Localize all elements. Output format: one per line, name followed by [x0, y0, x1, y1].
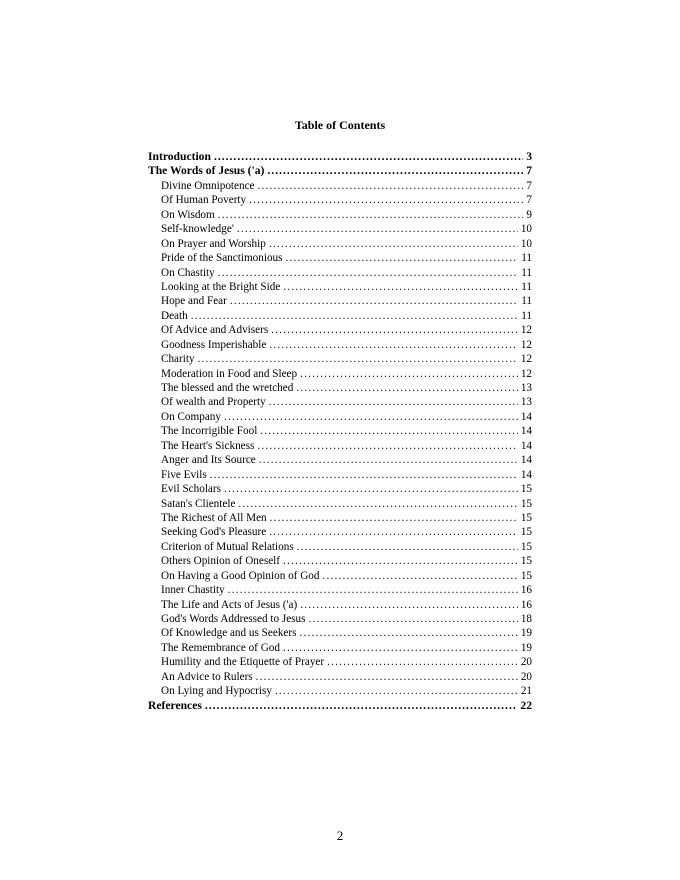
toc-entry-page: 7 — [526, 179, 532, 192]
toc-entry[interactable] — [148, 381, 532, 395]
toc-entry-label: Pride of the Sanctimonious — [161, 252, 283, 265]
toc-entry-label: Evil Scholars — [161, 483, 221, 496]
toc-leader-dots — [286, 251, 519, 265]
toc-leader-dots — [283, 554, 518, 568]
toc-entry-label: Humility and the Etiquette of Prayer — [161, 656, 325, 669]
toc-entry-page: 15 — [520, 511, 532, 524]
toc-entry-page: 15 — [520, 540, 532, 553]
toc-leader-dots — [269, 525, 518, 539]
toc-entry-label: On Chastity — [161, 266, 215, 279]
toc-entry-page: 12 — [520, 338, 532, 351]
toc-leader-dots — [297, 540, 518, 554]
toc-entry[interactable] — [148, 626, 532, 640]
toc-entry[interactable] — [148, 338, 532, 352]
toc-entry-label: Goodness Imperishable — [161, 338, 267, 351]
toc-entry-page: 11 — [521, 252, 532, 265]
toc-entry-label: Anger and Its Source — [161, 454, 256, 467]
toc-entry[interactable] — [148, 309, 532, 323]
toc-entry-label: Death — [161, 309, 188, 322]
toc-entry-label: Criterion of Mutual Relations — [161, 540, 294, 553]
toc-entry[interactable] — [148, 525, 532, 539]
toc-leader-dots — [269, 395, 518, 409]
toc-entry-label: On Company — [161, 410, 221, 423]
toc-title: Table of Contents — [294, 118, 386, 132]
toc-leader-dots — [322, 569, 517, 583]
toc-entry[interactable] — [148, 684, 532, 698]
toc-entry[interactable] — [148, 699, 532, 713]
toc-entry[interactable] — [148, 222, 532, 236]
toc-entry-label: References — [148, 698, 202, 712]
toc-entry-label: The Heart's Sickness — [161, 439, 255, 452]
toc-leader-dots — [300, 367, 518, 381]
toc-leader-dots — [283, 641, 518, 655]
toc-entry-page: 11 — [521, 295, 532, 308]
toc-entry[interactable] — [148, 294, 532, 308]
toc-entry-page: 11 — [521, 309, 532, 322]
toc-leader-dots — [327, 655, 518, 669]
toc-entry[interactable] — [148, 612, 532, 626]
toc-entry-page: 21 — [520, 685, 532, 698]
toc-entry-page: 19 — [520, 627, 532, 640]
toc-leader-dots — [218, 208, 524, 222]
toc-entry-page: 16 — [520, 584, 532, 597]
toc-entry[interactable] — [148, 453, 532, 467]
toc-leader-dots — [270, 511, 518, 525]
toc-entry-label: Of wealth and Property — [161, 396, 266, 409]
toc-entry-page: 12 — [520, 324, 532, 337]
toc-leader-dots — [269, 237, 518, 251]
toc-entry-page: 20 — [520, 656, 532, 669]
toc-entry[interactable] — [148, 511, 532, 525]
toc-entry[interactable] — [148, 670, 532, 684]
toc-entry-page: 13 — [520, 396, 532, 409]
toc-entry-page: 10 — [520, 223, 532, 236]
toc-entry-label: Introduction — [148, 150, 211, 163]
toc-entry[interactable] — [148, 266, 532, 280]
toc-entry-page: 15 — [520, 497, 532, 510]
toc-leader-dots — [256, 670, 518, 684]
toc-entry-page: 15 — [520, 483, 532, 496]
toc-entry-label: Satan's Clientele — [161, 497, 236, 510]
toc-entry-page: 15 — [520, 569, 532, 582]
toc-entry-label: God's Words Addressed to Jesus — [161, 613, 306, 625]
toc-entry[interactable] — [148, 150, 532, 164]
page-number: 2 — [336, 828, 344, 843]
toc-entry[interactable] — [148, 482, 532, 496]
toc-entry-label: Of Knowledge and us Seekers — [161, 627, 297, 640]
toc-entry-page: 16 — [520, 598, 532, 611]
toc-entry-page: 11 — [521, 266, 532, 279]
toc-leader-dots — [224, 410, 518, 424]
toc-entry-page: 15 — [520, 555, 532, 568]
toc-leader-dots — [308, 612, 517, 626]
toc-entry-page: 10 — [520, 237, 532, 250]
toc-entry-page: 12 — [520, 353, 532, 366]
toc-leader-dots — [214, 150, 523, 164]
toc-entry[interactable] — [148, 598, 532, 612]
toc-entry-label: Moderation in Food and Sleep — [161, 367, 298, 380]
toc-entry[interactable] — [148, 468, 532, 482]
toc-entry-label: The blessed and the wretched — [161, 382, 294, 394]
toc-leader-dots — [283, 280, 518, 294]
toc-entry-label: Self-knowledge' — [161, 223, 234, 236]
toc-entry[interactable] — [148, 323, 532, 337]
toc-entry[interactable] — [148, 280, 532, 294]
toc-entry[interactable] — [148, 569, 532, 583]
toc-entry[interactable] — [148, 424, 532, 438]
toc-entry-label: The Words of Jesus ('a) — [148, 164, 265, 178]
toc-entry[interactable] — [148, 367, 532, 381]
toc-leader-dots — [238, 497, 517, 511]
toc-entry[interactable] — [148, 497, 532, 511]
toc-leader-dots — [224, 482, 518, 496]
toc-entry-label: The Remembrance of God — [161, 641, 280, 654]
toc-entry[interactable] — [148, 352, 532, 366]
toc-leader-dots — [299, 626, 517, 640]
toc-entry-label: On Having a Good Opinion of God — [161, 569, 320, 582]
toc-entry-label: On Wisdom — [161, 208, 215, 221]
toc-entry-label: Of Human Poverty — [161, 194, 247, 207]
toc-entry[interactable] — [148, 179, 532, 193]
toc-leader-dots — [210, 468, 518, 482]
toc-leader-dots — [230, 294, 518, 308]
toc-entry-page: 19 — [520, 641, 532, 654]
toc-entry-page: 7 — [526, 164, 532, 178]
toc-entry-label: Divine Omnipotence — [161, 179, 255, 192]
toc-leader-dots — [269, 338, 517, 352]
toc-entry-page: 12 — [520, 367, 532, 380]
toc-entry-page: 11 — [521, 280, 532, 293]
toc-entry-page: 13 — [520, 382, 532, 394]
toc-entry-label: Seeking God's Pleasure — [161, 526, 267, 539]
toc-leader-dots — [198, 352, 518, 366]
toc-entry[interactable] — [148, 410, 532, 424]
toc-entry-label: Of Advice and Advisers — [161, 324, 269, 337]
toc-entry[interactable] — [148, 237, 532, 251]
toc-leader-dots — [275, 684, 518, 698]
toc-entry[interactable] — [148, 439, 532, 453]
toc-leader-dots — [237, 222, 518, 236]
toc-entry-label: The Richest of All Men — [161, 511, 267, 524]
toc-entry[interactable] — [148, 208, 532, 222]
toc-entry-page: 9 — [526, 208, 532, 221]
toc-leader-dots — [257, 439, 517, 453]
toc-leader-dots — [296, 381, 517, 395]
toc-entry-label: The Incorrigible Fool — [161, 425, 258, 438]
toc-entry-label: On Lying and Hypocrisy — [161, 685, 272, 698]
toc-leader-dots — [267, 164, 523, 178]
toc-entry[interactable] — [148, 655, 532, 669]
toc-entry[interactable] — [148, 641, 532, 655]
toc-leader-dots — [260, 424, 518, 438]
toc-leader-dots — [218, 266, 518, 280]
toc-leader-dots — [228, 583, 518, 597]
toc-entry-label: An Advice to Rulers — [161, 670, 253, 683]
toc-entry-label: Others Opinion of Oneself — [161, 555, 280, 568]
toc-entry[interactable] — [148, 164, 532, 178]
toc-entry-label: Inner Chastity — [161, 584, 225, 597]
toc-leader-dots — [191, 309, 519, 323]
toc-entry-page: 20 — [520, 670, 532, 683]
toc-entry-page: 14 — [520, 439, 532, 452]
toc-entry-page: 14 — [520, 468, 532, 481]
toc-leader-dots — [205, 699, 518, 713]
toc-entry[interactable] — [148, 395, 532, 409]
toc-entry-label: On Prayer and Worship — [161, 237, 266, 250]
toc-entry[interactable] — [148, 583, 532, 597]
toc-leader-dots — [258, 179, 524, 193]
toc-entry-page: 3 — [526, 150, 532, 163]
toc-entry-label: Charity — [161, 353, 195, 366]
toc-leader-dots — [300, 598, 518, 612]
toc-entry-page: 7 — [526, 194, 532, 207]
toc-entry-page: 14 — [520, 454, 532, 467]
toc-leader-dots — [259, 453, 518, 467]
toc-entry-page: 22 — [520, 698, 532, 712]
toc-entry-label: Hope and Fear — [161, 295, 227, 308]
toc-leader-dots — [249, 193, 523, 207]
toc-entry-page: 14 — [520, 425, 532, 438]
toc-entry-page: 14 — [520, 410, 532, 423]
toc-entry-label: Looking at the Bright Side — [161, 280, 281, 293]
toc-entry[interactable] — [148, 554, 532, 568]
toc-entry-label: The Life and Acts of Jesus ('a) — [161, 598, 298, 611]
toc-entry[interactable] — [148, 540, 532, 554]
toc-leader-dots — [271, 323, 518, 337]
toc-entry-label: Five Evils — [161, 468, 207, 481]
toc-entry-page: 15 — [520, 526, 532, 539]
toc-entry[interactable] — [148, 193, 532, 207]
toc-list — [148, 150, 532, 713]
toc-entry[interactable] — [148, 251, 532, 265]
toc-entry-page: 18 — [520, 613, 532, 625]
